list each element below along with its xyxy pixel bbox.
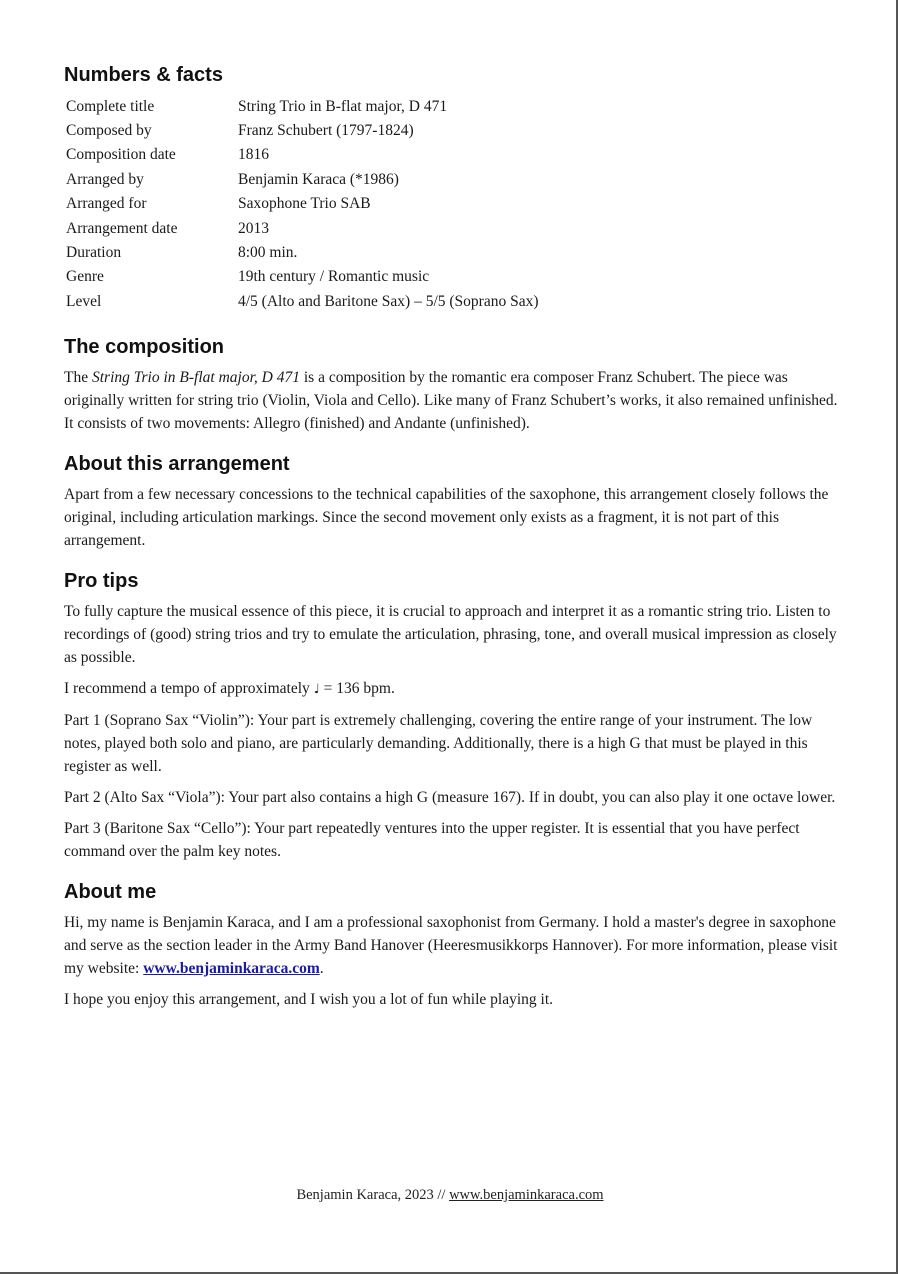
composition-paragraph <box>64 366 839 435</box>
arrangement-heading: About this arrangement <box>64 452 290 475</box>
page-content <box>64 62 839 1019</box>
fact-value: Saxophone Trio SAB <box>238 195 371 213</box>
fact-label: Level <box>66 292 102 310</box>
numbers-facts-heading: Numbers & facts <box>64 64 223 86</box>
fact-value: 19th century / Romantic music <box>238 268 430 286</box>
fact-value: 4/5 (Alto and Baritone Sax) – 5/5 (Soprano Sax) <box>238 292 539 310</box>
composition-heading: The composition <box>64 335 224 358</box>
pro-tips-intro-paragraph: To fully capture the musical essence of this piece, it is crucial to approach and interpret it as a romantic string trio. Listen to recordings of (good) string trios and try to emulate the articulation, phrasing, tone, and overall musical impression as closely as possible. <box>64 602 837 666</box>
fact-label: Arranged for <box>66 195 147 213</box>
table-row <box>66 216 538 240</box>
fact-label: Composed by <box>66 122 152 140</box>
fact-value: 1816 <box>238 146 269 164</box>
composition-text-post: is a composition by the romantic era composer Franz Schubert. The piece was originally written for string trio (Violin, Viola and Cello). Like many of Franz Schubert’s works, it also remained unfinished. It consists of two movements: Allegro (finished) and Andante (unfinished). <box>64 368 838 432</box>
part2-paragraph: Part 2 (Alto Sax “Viola”): Your part also contains a high G (measure 167). If in doubt, you can also play it one octave lower. <box>64 788 836 806</box>
fact-label: Complete title <box>66 97 155 115</box>
page-footer <box>0 1187 900 1204</box>
table-row <box>66 289 538 313</box>
fact-label: Arranged by <box>66 170 144 188</box>
footer-website-link[interactable]: www.benjaminkaraca.com <box>449 1187 604 1203</box>
table-row <box>66 265 538 289</box>
fact-value: Franz Schubert (1797-1824) <box>238 122 414 140</box>
tempo-paragraph <box>64 677 839 701</box>
pro-tips-heading: Pro tips <box>64 569 139 592</box>
table-row <box>66 192 538 216</box>
arrangement-paragraph: Apart from a few necessary concessions to the technical capabilities of the saxophone, this arrangement closely follows the original, including articulation markings. Since the second movement only exists as a fragment, it is not part of this arrangement. <box>64 485 829 549</box>
fact-label: Duration <box>66 244 122 262</box>
table-row <box>66 94 538 118</box>
fact-value: 8:00 min. <box>238 244 298 262</box>
numbers-facts-section <box>64 62 839 314</box>
fact-label: Arrangement date <box>66 219 178 237</box>
website-link[interactable]: www.benjaminkaraca.com <box>143 959 320 977</box>
quarter-note-icon: ♩ <box>313 681 320 697</box>
composition-section <box>64 334 839 435</box>
composition-text-pre: The <box>64 368 92 386</box>
about-me-text-post: . <box>319 959 324 977</box>
table-row <box>66 118 538 142</box>
facts-table <box>66 94 538 314</box>
table-row <box>66 143 538 167</box>
table-row <box>66 240 538 264</box>
part1-paragraph: Part 1 (Soprano Sax “Violin”): Your part is extremely challenging, covering the entire range of your instrument. The low notes, played both solo and piano, are particularly demanding. Additionally, there is a high G that must be played in this register as well. <box>64 711 813 775</box>
about-me-section <box>64 879 839 1011</box>
fact-label: Genre <box>66 268 104 286</box>
fact-value: String Trio in B-flat major, D 471 <box>238 97 448 115</box>
footer-text: Benjamin Karaca, 2023 // <box>296 1187 450 1203</box>
fact-value: Benjamin Karaca (*1986) <box>238 170 399 188</box>
fact-value: 2013 <box>238 219 269 237</box>
fact-label: Composition date <box>66 146 176 164</box>
tempo-text-post: = 136 bpm. <box>319 679 395 697</box>
pro-tips-section <box>64 568 839 863</box>
arrangement-section <box>64 451 839 552</box>
about-me-paragraph <box>64 911 839 980</box>
table-row <box>66 167 538 191</box>
closing-paragraph: I hope you enjoy this arrangement, and I wish you a lot of fun while playing it. <box>64 990 554 1008</box>
about-me-text-pre: Hi, my name is Benjamin Karaca, and I am a professional saxophonist from Germany. I hold a master's degree in saxophone and serve as the section leader in the Army Band Hanover (Heeresmusikkorps Hannover). For more information, please visit my website: <box>64 913 838 977</box>
tempo-text-pre: I recommend a tempo of approximately <box>64 679 314 697</box>
composition-title-emphasis: String Trio in B-flat major, D 471 <box>91 368 300 386</box>
about-me-heading: About me <box>64 880 157 903</box>
part3-paragraph: Part 3 (Baritone Sax “Cello”): Your part repeatedly ventures into the upper register. It is essential that you have perfect command over the palm key notes. <box>64 819 800 860</box>
